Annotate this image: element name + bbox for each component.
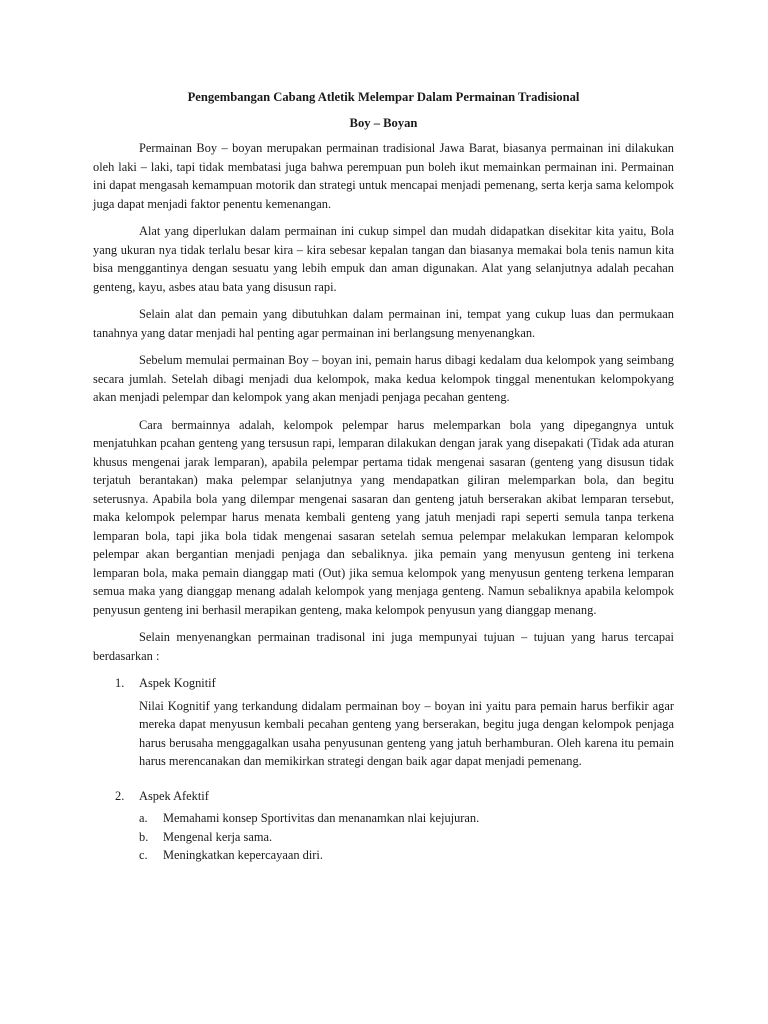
sub-list-letter: b.: [139, 829, 149, 844]
paragraph: Sebelum memulai permainan Boy – boyan ini, pemain harus dibagi kedalam dua kelompok yang seimbang secara jumlah. Setelah dibagi menjadi dua kelompok, maka kedua kelompok tinggal menentukan kelompokyang akan menjadi pelempar dan kelompok yang akan menjadi penjaga pecahan genteng.: [93, 353, 674, 404]
sub-list-item: [139, 809, 674, 828]
document-subtitle: Boy – Boyan: [349, 115, 418, 130]
sub-list-text: Meningkatkan kepercayaan diri.: [163, 848, 323, 862]
document-title: Pengembangan Cabang Atletik Melempar Dalam Permainan Tradisional: [187, 90, 580, 104]
list-item-kognitif: [93, 674, 674, 771]
paragraph: Permainan Boy – boyan merupakan permainan tradisional Jawa Barat, biasanya permainan ini dilakukan oleh laki – laki, tapi tidak membatasi juga bahwa perempuan pun boleh ikut memainkan permainan ini. Permainan ini dapat mengasah kemampuan motorik dan strategi untuk mencapai menjadi pemenang, serta kerja sama kelompok juga dapat menjadi faktor penentu kemenangan.: [93, 141, 674, 211]
sub-list-letter: c.: [139, 848, 148, 862]
paragraph: Selain alat dan pemain yang dibutuhkan dalam permainan ini, tempat yang cukup luas dan permukaan tanahnya yang datar menjadi hal penting agar permainan ini berlangsung menyenangkan.: [93, 307, 674, 340]
sub-list-text: Mengenal kerja sama.: [163, 829, 273, 844]
sub-list-letter: a.: [139, 811, 148, 825]
list-body-text: Nilai Kognitif yang terkandung didalam permainan boy – boyan ini yaitu para pemain harus berfikir agar mereka dapat menyusun kembali pecahan genteng yang berserakan, begitu juga dengan kelompok penjaga harus berusaha menggagalkan usaha penyusunan genteng yang jatuh berhamburan. Oleh karena itu pemain harus merencanakan dan memikirkan strategi dengan baik agar dapat menjadi pemenang.: [139, 698, 674, 768]
sub-list-item: [139, 846, 674, 865]
paragraph: Alat yang diperlukan dalam permainan ini cukup simpel dan mudah didapatkan disekitar kita yaitu, Bola yang ukuran nya tidak terlalu besar kira – kira sebesar kepalan tangan dan biasanya memakai bola tenis namun kita bisa menggantinya dengan sesuatu yang lebih empuk dan aman digunakan. Alat yang selanjutnya adalah pecahan genteng, kayu, asbes atau bata yang disusun rapi.: [93, 224, 674, 294]
list-number: 1.: [115, 676, 125, 690]
paragraph: Selain menyenangkan permainan tradisonal ini juga mempunyai tujuan – tujuan yang harus tercapai berdasarkan :: [93, 630, 674, 663]
sub-list-text: Memahami konsep Sportivitas dan menanamkan nlai kejujuran.: [163, 811, 480, 825]
sub-list: [139, 809, 674, 865]
list-heading: Aspek Afektif: [139, 788, 209, 803]
list-number: 2.: [115, 788, 125, 803]
paragraph: Cara bermainnya adalah, kelompok pelempar harus melemparkan bola yang dipegangnya untuk menjatuhkan pcahan genteng yang tersusun rapi, lemparan dilakukan dengan jarak yang disepakati (Tidak ada aturan khusus mengenai jarak lemparan), apabila pelempar pertama tidak mengenai sasaran (genteng yang disusun tidak terjatuh berantakan) maka pelempar selanjutnya yang mendapatkan giliran melemparkan bola, dan begitu seterusnya. Apabila bola yang dilempar mengenai sasaran dan genteng jatuh berserakan akibat lemparan tersebut, maka kelompok pelempar harus menata kembali genteng yang jatuh menjadi rapi seperti semula tanpa terkena lemparan bola, tapi jika bola tidak mengenai sasaran setelah semua pelempar melakukan lemparan kelompok pelempar akan bergantian menjadi penjaga dan sebaliknya. jika pemain yang menyusun genteng ini terkena lemparan bola, maka pemain dianggap mati (Out) jika semua kelompok yang menyusun genteng terkena lemparan semua maka yang dianggap menang adalah kelompok yang menjaga genteng. Namun sebaliknya apabila kelompok penyusun genteng ini berhasil merapikan genteng, maka kelompok penyusun yang dianggap menang.: [93, 417, 674, 617]
sub-list-item: [139, 828, 674, 847]
list-item-afektif: [93, 787, 674, 865]
list-heading: Aspek Kognitif: [139, 676, 216, 690]
